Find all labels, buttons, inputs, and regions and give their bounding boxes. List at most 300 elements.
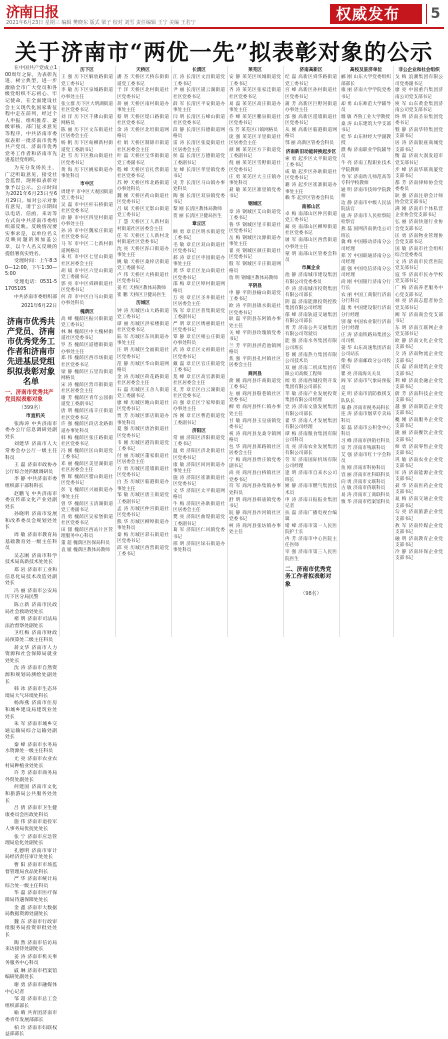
list-item: 古 敏 济南市侨联科员 [341,486,386,492]
list-item: 王 磊 济南市政协办公厅综合处四级调研员 [5,463,57,475]
entry-list [5,414,57,1039]
column-4 [173,66,225,637]
list-item: 顾 勇 章丘区明水街道党工委书记 [173,229,225,241]
list-item: 敖 军 济南传媒企业党支部书记 [395,523,443,535]
unit-heading: 槐荫区 [80,309,94,315]
list-item: 岳 梅 钢城区汶源街道办事处主任 [229,235,281,248]
list-item: 牛 亮 济南工程职业技术学院教师 [341,161,391,173]
list-item: 段 静 长清区归德街道网格员 [173,128,225,140]
list-item: 李 敏 历下区泉城路街道办事处主任 [61,88,113,100]
column-rule [171,66,172,637]
list-item: 白 杰 历城区临港街道办事处主任 [117,480,169,492]
unit-heading: 商河县 [248,371,262,377]
list-item: 赵鹏飞 中共济南市委宣传部文化产业处副处长 [5,491,57,510]
list-item: 金 鑫 济南市大数据局数据资源处副处长 [5,905,57,918]
list-item: 秦 峰 济南市水务局水资源处一级主任科员 [5,742,57,755]
newspaper-logo: 济南日报 [6,5,58,21]
list-item: 许 芳 济南市商务局外贸处副处长 [5,771,57,783]
list-item: 柏 玲 济南市妇联权益部部长 [5,1025,57,1038]
list-item: 邓 丽 槐荫区美里湖街道社区居委会主任 [61,461,113,474]
list-item: 夏 强 历城区唐冶街道社区党委书记 [117,427,169,439]
list-item: 国 敏 济南市社会组织综合党委委员 [395,246,443,259]
list-item: 居 涛 济南银座商城党支部书记 [395,141,443,153]
entry-list [341,68,391,507]
list-item: 宫 峰 高新区孙村街道社区党委书记 [285,88,337,100]
list-item: 庄 勇 莱芜区大王庄镇办事处科员 [229,174,281,186]
list-item: 俞 刚 商河县许商街道党工委书记 [229,378,281,391]
list-item: 宋 涛 槐荫区营市街街道社区居委会主任 [61,382,113,395]
list-item: 田 甜 槐荫区西站片区管理服务中心科员 [61,527,113,540]
list-item: 习 峰 济南市供销社科员 [341,438,390,444]
list-item: 何建国 济南市文化和旅游局公共服务处处长 [5,785,57,804]
list-item: 冉 芳 济南市中心医院主任医师 [285,537,337,549]
list-item: 闻 勇 济南西城投资开发集团有限公司部长 [285,378,337,391]
list-item: 冯 丽 济南市公安局历下区分局民警 [5,588,57,601]
list-item: 浦 强 中国电信济南分公司经理 [341,266,391,279]
list-item: 严 明 章丘区绣惠街道社区党委书记 [173,321,225,334]
contact-phone: 受理电话：0531-51705105 [5,280,57,292]
list-item: 崔 鹏 天桥区卫健局医生 [117,293,166,299]
list-item: 常 丽 济阳区济阳街道党工委书记 [173,436,225,448]
list-item: 何 萍 市中区白马山街道办事处科员 [61,295,113,307]
list-item: 利 峰 济南金融企业党支部书记 [395,378,443,390]
list-item: 莫 峰 章丘区高官寨街道社区居委会主任 [173,374,225,387]
unit-heading: 南部山区 [301,204,321,210]
unit-heading: 济南新旧动能转换起步区 [285,149,337,155]
list-item: 陈立新 济南市民政局社会救助处处长 [5,603,57,615]
article-body [5,66,443,1038]
list-item: 鲁 华 钢城区里辛街道社区党委书记 [229,222,281,235]
list-item: 钱 军 章丘区普集街道党工委副书记 [173,308,225,321]
list-item: 沃 磊 济南建筑企业党支部书记 [395,365,443,377]
list-item: 彭 飞 槐荫区兴福街道办事处主任 [61,488,113,500]
column-8 [395,66,443,637]
list-item: 文 华 济阳区太平街道网格员 [173,488,225,501]
list-item: 充 明 济南市消防救援支队队长 [341,392,391,404]
unit-heading: 莱芜区 [248,68,262,73]
list-item: 庞 强 莱芜区羊里街道社区居委会主任 [229,134,281,147]
list-item: 陶 强 长清区双泉镇党委书记 [173,193,225,206]
list-item: 廖 峰 历城区鲍山街道社区党委书记 [117,401,169,413]
list-item: 池 静 济南城市建设集团有限公司党委委员 [285,273,337,285]
list-item: 华 磊 济南市医疗保障局待遇保障处处长 [5,891,57,903]
list-item: 邹 超 济南市总工会组织部部长 [5,997,57,1009]
list-item: 逄 明 济南市自来水公司班长 [285,471,337,483]
list-item: 吴 磊 市中区杆石桥街道社区党委书记 [61,202,113,214]
contact-hours: 受理时间：上午8:30—12:00，下午1:30—5:00 [5,259,57,278]
unit-heading: 长清区 [192,68,206,73]
list-item: 丁 慧 天桥区工人新村南村街道社区居委会主任 [117,220,169,232]
unit-heading: 非公企业和社会组织 [398,68,440,73]
unit-heading: 历城区 [136,301,150,307]
list-item: 金 涛 历城区荷花路街道社区居委会主任 [117,374,169,387]
list-item: 范 静 历城区华山街道网格员 [117,361,169,373]
list-item: 侯 磊 长清区万德街道党工委副书记 [173,154,225,166]
list-item: 魏 刚 天桥区药山街道社区党委书记 [117,193,169,206]
list-item: 籍 涛 起步区崔寨街道办事处主任 [285,183,337,195]
list-item: 融 明 济南教育企业党支部书记 [395,536,443,549]
list-item: 齐 涛 莱芜区张家洼街道社区党委书记 [229,88,281,100]
list-item: 都 芳 济南律师协会党委委员 [395,180,443,193]
list-item: 慕 静 济南市税务局科长 [341,405,390,411]
list-item: 夔 刚 济南服务企业党支部书记 [395,418,443,430]
list-item: 聂 敏 莱芜区寨里镇党委书记 [229,187,281,199]
list-item: 李 静 中共济南市委组织部干部科科长 [5,477,57,489]
list-item: 蒋文华 济南市人力资源和社会保障局就业处处长 [5,645,57,664]
list-item: 焦 强 平阴县孔村镇社区居委会主任 [229,357,281,369]
list-item: 通 明 济南市技师学院教师 [341,187,391,199]
list-item: 程 峰 天桥区官扎营街道社区党委书记 [117,167,169,179]
entry-list [117,68,169,559]
unit-heading: 章丘区 [192,222,206,228]
list-item: 毛 敏 章丘区双山街道社区党委书记 [173,242,225,255]
unit-heading: 天桥区 [136,68,150,73]
list-item: 刘 洋 历下区千佛山街道网格员 [61,114,113,127]
list-item: 扶 磊 济南广播电视台编辑 [285,510,337,523]
list-item: 柴 梅 济南邮政分公司投递员 [341,359,391,371]
list-item: 韩 梅 槐荫区张庄路街道社区党委书记 [61,435,113,447]
list-item: 阮 静 商河县沙河镇社区党委书记 [229,510,281,523]
list-item: 廖 亮 中国重汽集团济南公司党支部书记 [395,88,443,100]
list-item: 葛 军 济阳区仁风镇党委书记 [173,528,225,540]
masthead [0,0,448,30]
list-item: 郏 芳 中国联通济南分公司经理 [341,253,391,265]
list-item: 韦 刚 历城区港沟街道党工委书记 [117,440,169,452]
list-item: 宦 芳 济南市残联科员 [341,445,386,451]
list-item: 陆 军 历城区东风街道办事处主任 [117,335,169,347]
list-item: 弘 丽 济南快递行业协会党支部书记 [395,220,443,232]
entry-list [285,68,337,563]
list-item: 农 丽 中国工商银行济南分行科员 [341,293,391,305]
list-item: 戈 梅 浪潮集团有限公司党委副书记 [395,75,443,87]
list-item: 周建平 市中区大观园街道党工委书记 [61,189,113,201]
list-item: 谭 梅 济南粮食集团有限公司科员 [285,431,337,443]
list-item: 章 涛 钢城区艾山街道党工委书记 [229,209,281,221]
list-item: 艾 强 济南市红十字会科员 [341,452,391,464]
list-item: 王 强 历下区解放路街道党工委书记 [61,75,113,87]
list-item: 冷 静 济南环保企业党支部书记 [395,550,443,562]
list-item: 卫红梅 济南市财政局预算处二级主任科员 [5,631,57,643]
list-item: 柯 涛 商河县张坊镇办事处主任 [229,524,281,536]
list-item: 满 刚 济南市个体私营企业协会党支部书记 [395,207,443,219]
section-2-title: 二、济南市优秀党务工作者拟表彰对象 [285,566,332,588]
list-item: 兰 芳 平阴县洪范池镇网格员 [229,343,281,356]
list-item: 却 勇 山东师范大学辅导员 [341,101,391,113]
list-item: 翟 华 济南人才发展集团有限公司经理 [285,418,337,430]
list-item: 濮 梅 济南职业学院辅导员 [341,148,391,160]
list-item: 关 峰 平阴县玫瑰镇党委书记 [229,330,281,342]
list-item: 倪 丽 莱芜区雪野街道社区党委书记 [229,161,281,173]
list-item: 秦 梅 历城区彩石街道社区党委书记 [117,532,169,545]
list-item: 易 涛 济南市工商联科员 [341,493,390,499]
list-item: 贾 芳 历城区郭店街道办事处科员 [117,414,169,426]
list-item: 施 涛 济阳区崔寨街道社区党委书记 [173,475,225,488]
list-item: 冀 峰 中国移动济南分公司经理 [341,240,391,252]
list-item: 蒲 芳 高新区巨野河街道办事处主任 [285,101,337,113]
list-item: 周 敏 济南市教育局基础教育处一级主任科员 [5,533,57,552]
list-item: 柳 勇 商河县怀仁镇办事处主任 [229,405,281,417]
list-item: 蔚 芳 济南科技企业党支部书记 [395,391,443,404]
list-item: 匡 勇 济南物业管理协会党支部书记 [395,233,443,245]
column-rule [115,66,116,637]
list-item: 吕 斌 天桥区无影山街道党工委书记 [117,207,169,219]
list-item: 郑 伟 槐荫区西市场街道社区党委书记 [61,356,113,368]
list-item: 文 涛 济南市民营医院党支部书记 [395,259,443,272]
column-rule [59,66,60,637]
list-item: 连 涛 济南市烟草专卖局科员 [341,412,391,424]
list-item: 终 明 济南圣泉集团党委书记 [395,114,443,127]
list-item: 董 超 槐荫区医保局科员 [61,541,110,547]
list-item: 祝 涛 商河县龙桑寺镇网格员 [229,431,281,443]
unit-heading: 钢城区 [248,202,262,208]
column-rule [227,66,228,637]
list-item: 扈 涛 济南市人民检察院检察官 [341,214,391,226]
list-item: 厍 涛 济南能源企业党支部书记 [395,470,443,483]
list-item: 鱼 刚 济南市科协科员 [341,465,386,471]
list-item: 申 静 平阴县榆山街道党工委书记 [229,291,281,303]
list-item: 吴志刚 济南市科学技术局高新技术处处长 [5,553,57,566]
list-item: 茹 磊 济南市公积金中心科员 [341,425,391,437]
list-item: 蔺 亮 南部山区柳埠街道社区党委书记 [285,225,337,237]
signature-date: 2021年6月22日 [21,303,57,309]
column-6 [285,66,337,637]
list-item: 孔德明 济南市审计局经济责任审计处处长 [5,848,57,861]
list-item: 姬 静 济南市燃气集团技术员 [285,484,337,496]
list-item: 燕 磊 国网济南供电公司班长 [341,227,391,239]
unit-heading: 济南高新区 [299,68,323,73]
list-item: 樊 亮 济阳区曲堤街道党工委副书记 [173,515,225,527]
list-item: 姚 敏 天桥区桑梓店街道党工委副书记 [117,259,169,272]
list-item: 马 军 市中区二七新村街道网格员 [61,242,113,254]
dateline: 2021年6月23日 星期三 编辑 樊晓东 版式 梁子 校对 刘雪 责任编辑 王宁 美编 王若宁 [6,20,196,26]
list-item: 步 峰 济南华联商厦党支部书记 [395,167,443,179]
list-item: 慎 华 济南市档案馆科员 [341,500,390,506]
unit-heading: 市中区 [80,182,94,188]
section-1-title: 一、济南市优秀共产党员拟表彰对象 [5,390,54,404]
list-item: 苍 刚 济南热力集团有限公司技术员 [285,352,337,364]
column-rule [393,66,394,637]
list-item: 谢 勇 济南市融媒体中心记者 [5,983,57,995]
list-item: 陶 然 济南市信访局来访接待处副处长 [5,940,57,953]
list-item: 方 勇 历城区遥墙街道社区党委书记 [117,467,169,479]
list-item: 林 琳 槐荫区中大槐树街道社区党委书记 [61,330,113,342]
list-item: 任 军 天桥区工人新村北村街道社区党委书记 [117,233,169,245]
list-item: 殷 军 钢城区辛庄街道网格员 [229,262,281,274]
list-item: 寇 华 济南市民办学校党支部书记 [395,273,443,285]
entry-list [173,68,225,554]
list-item: 杨海燕 济南市住房和城乡建设局建筑业处处长 [5,701,57,720]
page-headline: 关于济南市“两优一先”拟表彰对象的公示 [14,40,434,66]
list-item: 桂 华 山东财经大学副教授 [341,134,391,147]
list-item: 潘 杰 天桥区天桥东街街道党工委书记 [117,75,169,87]
list-item: 谢 芳 槐荫区青年公园街道党工委副书记 [61,396,113,408]
list-item: 温 勇 济阳区济北街道社区党委书记 [173,449,225,461]
unit-heading: 济阳区 [192,428,206,434]
list-item: 舒 明 商河县韩庙镇党委书记 [229,497,281,509]
list-item: 郦 刚 山东大学党委组织部部长 [341,75,391,87]
list-item: 尤 亮 济南市农业农村局种植业处处长 [5,757,57,769]
list-item: 申 涛 济南日报报业集团记者 [285,497,337,509]
list-item: 聂 华 济南医药企业党支部书记 [395,484,443,496]
list-item: 乔 峰 莱芜区鹏泉街道社区党委书记 [229,114,281,127]
list-item: 邱 亮 历城区西营街道党工委书记 [117,546,169,558]
list-item: 阎 军 济南市气象局预报员 [341,379,391,391]
column-7 [341,66,391,637]
list-item: 杜 娟 天桥区制锦市街道社区居委会主任 [117,141,169,153]
list-item: 宁 梅 商河县贾庄镇党委副书记 [229,458,281,470]
list-item: 江 涛 长清区文昌街道党工委书记 [173,75,225,87]
list-item: 曾 华 槐荫区玉清湖街道党工委副书记 [61,501,113,513]
list-item: 沈 亮 天桥区泺口街道办事处主任 [117,246,169,259]
list-item: 赖 华 起步区管委会科员 [285,196,334,202]
page-number: 5 [426,4,444,24]
list-item: 劳 军 济南国际机场有限公司经理 [285,458,337,470]
entry-list [395,68,443,563]
list-item: 衡 磊 济南大润发超市党支部书记 [395,154,443,166]
list-item: 孙晓明 济南市发展和改革委员会规划处处长 [5,512,57,531]
list-item: 熊 华 历城区柳埠街道办事处科员 [117,519,169,532]
list-item: 魏 东 济南市行政审批服务局投资审批处处长 [5,919,57,938]
list-item: 喻 晴 共青团济南市委青年发展部部长 [5,1011,57,1024]
list-item: 严 华 济南市统计局综合处一级主任科员 [5,877,57,889]
list-item: 沈 涛 济南市自然资源和规划局测绘处副处长 [5,666,57,685]
list-item: 雍 丽 济南大学学院党委书记 [341,88,391,100]
list-item: 阙 军 济南商会党支部书记 [395,312,443,324]
list-item: 晁 梅 济南交通企业党支部书记 [395,497,443,509]
list-item: 龚 华 章丘区龙山街道社区党委书记 [173,269,225,281]
list-item: 蔡 明 天桥区堤口路街道社区党委书记 [117,114,169,127]
list-item: 甘 敏 商河县玉皇庙镇党委书记 [229,418,281,430]
list-item: 汤 刚 章丘区曹范街道党工委副书记 [173,414,225,426]
list-item: 许 强 槐荫区段店北路街道办事处科员 [61,422,113,434]
list-item: 卓 梅 南部山区仲宫街道党工委书记 [285,211,337,224]
entry-list [61,68,113,554]
list-item: 耿 强 济南注册会计师协会党支部书记 [395,193,443,206]
list-item: 姜 红 天桥区教体局教师 [117,286,166,292]
column-2 [61,66,113,637]
list-item: 乔 涛 济南城市投资集团有限公司部长 [285,286,337,298]
list-item: 屠 军 南部山区西营街道办事处主任 [285,238,337,250]
list-item: 张立群 历下区大明湖街道社区党委书记 [61,101,113,113]
list-item: 欧 静 济南文化企业党支部书记 [395,339,443,351]
list-item: 瞿 亮 济南海关关员 [341,372,381,378]
list-item: 张海涛 中共济南市委办公厅信息调研处副处长 [5,421,57,440]
list-item: 罗 杰 槐荫区道德街街道办事处主任 [61,343,113,355]
list-item: 温 勇 中国建设银行济南分行经理 [341,306,391,318]
list-item: 谭 丽 历城区洪家楼街道社区党委书记 [117,321,169,334]
list-item: 张 宁 济南市应急管理局危化处副处长 [5,834,57,847]
list-item: 越 强 济南制造企业党支部书记 [395,404,443,417]
list-item: 堵 峰 济南市第一人民医院护士长 [285,524,337,536]
list-item: 颜 刚 莱芜区方下街道党工委副书记 [229,148,281,160]
list-item: 贡 亮 济南农业发展集团有限公司部长 [285,444,337,457]
list-item: 边 静 济南市中级人民法院法官 [341,200,391,213]
list-item: 容 丽 济南市社科联科员 [341,472,390,478]
column-1 [5,66,57,1038]
list-item: 吕 倩 济南市卫生健康委员会医政处科员 [5,806,57,818]
list-item: 向 勇 济南市文联科员 [341,479,386,485]
list-item: 陈 丽 历下区文东街道社区居委会主任 [61,128,113,140]
list-item: 索 勇 起步区太平街道党工委书记 [285,156,337,169]
list-item: 暨 静 济南华特集团党支部书记 [395,128,443,140]
list-item: 孔 芳 章丘区白云湖街道社区党委书记 [173,387,225,400]
list-item: 禄 亮 济南志愿者协会党支部书记 [395,299,443,311]
list-item: 冯 刚 槐荫区匡山街道党工委书记 [61,448,113,461]
list-item: 卢 伟 天桥区大桥街道社区党委书记 [117,273,169,285]
list-item: 梁 静 槐荫区五里沟街道网格员 [61,369,113,381]
list-item: 黎 刚 长清区教体局教师 [173,207,222,213]
list-item: 黄 海 历下区姚家街道办事处科员 [61,167,113,179]
list-item: 尚 刚 中国银行济南分行行长 [341,280,391,292]
list-item: 蒙 明 南部山区管委会科员 [285,251,337,263]
list-item: 勾 亮 济南旅游企业党支部书记 [395,510,443,522]
list-item: 尹 丽 长清区崮云湖街道社区党委书记 [173,88,225,100]
list-item: 能 强 济南水务集团有限公司班长 [285,339,337,351]
list-subhead: 济南市优秀共产党员、济南市优秀党务工作者和济南市先进基层党组织拟表彰对象名单 [7,316,55,387]
list-item: 苏 婷 天桥区纬北路街道办事处科员 [117,180,169,193]
unit-heading: 平阴县 [248,283,262,289]
list-item: 牛 梅 济阳区孙耿街道社区居委会主任 [173,502,225,514]
list-item: 郭 亮 市中区舜耕街道社区党委书记 [61,281,113,294]
list-item: 孙 涛 市中区魏家庄街道社区党委书记 [61,229,113,241]
list-item: 桑 涛 山东建筑大学支部书记 [341,121,391,134]
list-item: 徐 静 市中区四里村街道办事处主任 [61,215,113,228]
list-item: 戚 琳 济南市档案馆编研处副处长 [5,968,57,981]
unit-heading: 市直机关 [25,413,46,419]
list-item: 褚 明 济南市司法局法治督察处副处长 [5,617,57,629]
list-item: 邢 明 济阳区垛石街道办事处科员 [173,541,225,553]
list-item: 韩 冰 济南市生态环境局大气环境处科长 [5,687,57,699]
list-item: 伍 芳 莱芜区口镇网格员 [229,128,278,134]
list-item: 咸 敏 起步区孙耿街道社区党委书记 [285,170,337,182]
list-item: 东 明 济南互联网企业党支部书记 [395,325,443,338]
list-item: 广 梅 济南养老服务中心党支部书记 [395,286,443,298]
masthead-divider [4,27,444,29]
list-item: 庾 军 山东黄金集团济南公司党支部书记 [395,101,443,113]
list-item: 郑 岩 济南市工业和信息化局技术改造处副处长 [5,568,57,587]
list-item: 杨 帆 历下区甸柳新村街道党工委副书记 [61,141,113,153]
intro-paragraph: 在中国共产党成立100周年之际，为表彰先进、树立典型，进一步激励全市广大党员和各级党组织不忘初心、牢记使命，在全面建设社会主义现代化国家新征程中走在前列，经过个人申报、组织推荐、逐级审核、部门征求意见等程序，中共济南市委拟表彰一批济南市优秀共产党员、济南市优秀党务工作者和济南市先进基层党组织。 [5,66,57,164]
list-item: 雷 涛 长清区张夏街道社区居委会主任 [173,141,225,153]
list-item: 包 华 商河县郑路镇社区居委会主任 [229,444,281,457]
list-item: 唐 明 槐荫区南辛庄街道社区党委书记 [61,409,113,421]
list-item: 鄂 丽 高新区管委会科员 [285,141,334,147]
section-2-count: （98名） [300,591,322,598]
list-item: 邵 梅 章丘区埠村街道网格员 [173,282,225,294]
section-title: 权威发布 [336,5,401,23]
list-item: 璩 敏 齐鲁工业大学教授 [341,114,390,120]
list-item: 曹 辉 槐荫区腊山街道社区党委书记 [61,475,113,487]
list-item: 石 磊 历城区王舍人街道党工委副书记 [117,387,169,400]
list-item: 曹 阳 济南市市场监督管理局食品处科长 [5,862,57,875]
column-rule [339,66,340,637]
list-item: 戴 磊 章丘区官庄街道党工委书记 [173,361,225,373]
list-item: 赵 雪 历下区燕山街道社区党委书记 [61,154,113,166]
column-5 [229,66,281,637]
list-item: 别 敏 中国农业银行济南分行经理 [341,319,391,331]
list-item: 庄 涛 济南铁路局集团公司司机 [341,332,391,345]
list-item: 付 丽 历城区董家街道社区居委会主任 [117,453,169,466]
section-1-count: （399名） [18,405,44,412]
list-item: 叶 磊 天桥区宝华街街道党工委副书记 [117,154,169,166]
list-item: 纪 磊 高新区舜华路街道党工委书记 [285,75,337,87]
list-item: 肖 勇 槐荫区吴家堡街道社区党委书记 [61,514,113,526]
list-item: 晏 华 山东高速集团济南公司站长 [341,345,391,358]
intro-paragraph: 为充分发扬民主，广泛听取意见，接受社会监督，现将拟表彰对象予以公示。公示时间为2021年6月23日至6月29日。如对公示对象有意见，请于公示期间以电话、信函、来访等方式向中共济南市委组织部反映。反映情况要实事求是，以单位名义反映问题的须加盖公章，以个人名义反映的提倡署真实姓名。 [5,165,57,257]
list-item: 殳 涛 济南物流企业党支部书记 [395,352,443,364]
list-item: 姜 涛 济南市机关事务服务中心科员 [5,954,57,967]
list-item: 欧 涛 平阴县锦水街道社区党委书记 [229,304,281,316]
